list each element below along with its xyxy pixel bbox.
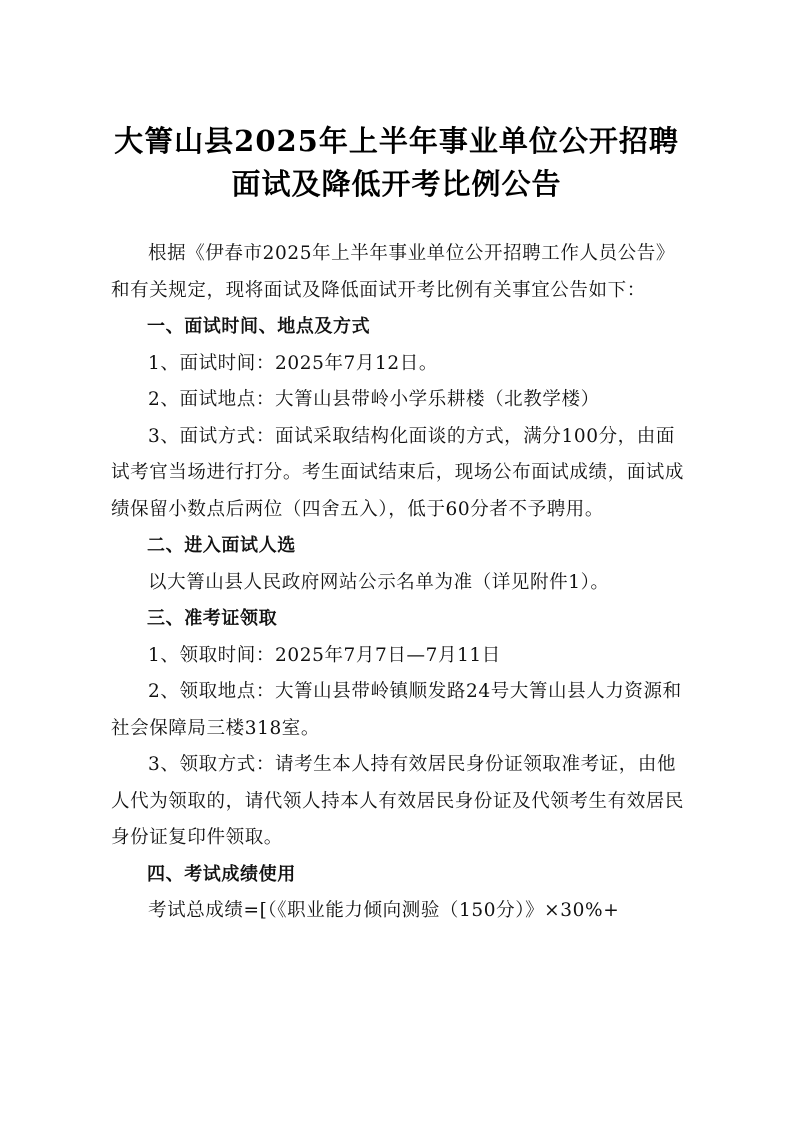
ticket-collection-location: 2、领取地点：大箐山县带岭镇顺发路24号大箐山县人力资源和社会保障局三楼318室。: [111, 681, 682, 739]
score-formula: 考试总成绩=[（《职业能力倾向测验（150分）》×30%+: [148, 900, 620, 921]
interview-location: 2、面试地点：大箐山县带岭小学乐耕楼（北教学楼）: [148, 389, 600, 410]
document-body: [111, 236, 691, 930]
ticket-collection-method: 3、领取方式：请考生本人持有效居民身份证领取准考证，由他人代为领取的，请代领人持本人有效居民身份证及代领考生有效居民身份证复印件领取。: [111, 754, 685, 848]
section-heading-candidates: 二、进入面试人选: [147, 535, 296, 556]
section-heading-interview: 一、面试时间、地点及方式: [147, 316, 371, 337]
ticket-collection-time: 1、领取时间：2025年7月7日—7月11日: [148, 644, 501, 666]
document-title-line-2: 面试及降低开考比例公告: [231, 167, 562, 201]
section-heading-score-usage: 四、考试成绩使用: [147, 863, 296, 885]
interview-method: 3、面试方式：面试采取结构化面谈的方式，满分100分，由面试考官当场进行打分。考生面试结束后，现场公布面试成绩，面试成绩保留小数点后两位（四舍五入），低于60分者不予聘用。: [111, 425, 685, 520]
section-heading-admission-ticket: 三、准考证领取: [147, 608, 278, 629]
candidates-text: 以大箐山县人民政府网站公示名单为准（详见附件1）。: [148, 571, 610, 593]
document-title-line-1: 大箐山县2025年上半年事业单位公开招聘: [114, 124, 679, 158]
intro-paragraph: 根据《伊春市2025年上半年事业单位公开招聘工作人员公告》和有关规定，现将面试及降低面试开考比例有关事宜公告如下：: [111, 243, 675, 301]
interview-time: 1、面试时间：2025年7月12日。: [148, 352, 438, 374]
